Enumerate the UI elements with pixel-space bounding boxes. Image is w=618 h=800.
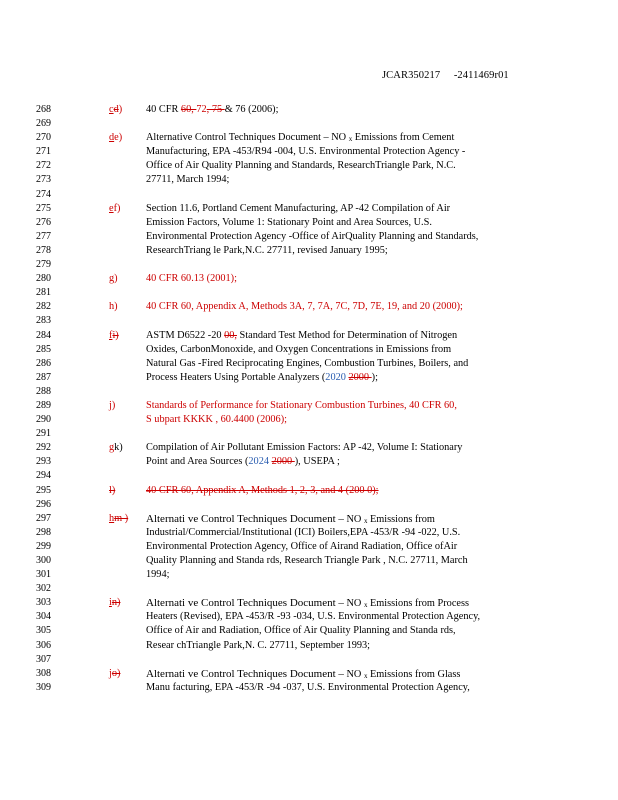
line-number: 280: [36, 273, 51, 285]
line-text: [146, 131, 454, 146]
document-line: [0, 117, 618, 131]
text-segment: c: [109, 104, 114, 115]
document-body: [0, 103, 618, 695]
document-line: [0, 244, 618, 258]
document-line: [0, 314, 618, 328]
text-segment: Environmental Protection Agency, Office of Airand Radiation, Office ofAir: [146, 540, 458, 552]
line-number: 293: [36, 456, 51, 468]
text-segment: 2000: [348, 371, 372, 383]
text-segment: 40 CFR 60, Appendix A, Methods 1, 2, 3, and 4 (200 0);: [146, 484, 379, 496]
line-number: 271: [36, 146, 51, 158]
text-segment: d: [109, 132, 115, 144]
line-number: 300: [36, 555, 51, 566]
document-line: [0, 554, 618, 568]
line-number: 309: [36, 681, 51, 693]
document-line: [0, 159, 618, 173]
item-label: [109, 484, 115, 498]
line-number: 295: [36, 484, 51, 496]
line-number: 276: [36, 216, 51, 228]
document-line: [0, 371, 618, 385]
text-segment: Compilation of Air Pollutant Emission Factors: AP -42, Volume I: Stationary: [146, 442, 463, 454]
text-segment: x: [348, 135, 353, 144]
document-line: [0, 441, 618, 455]
text-segment: 40 CFR 60.13 (2001);: [146, 273, 237, 285]
line-number: 274: [36, 188, 51, 200]
text-segment: Environmental Protection Agency -Office of AirQuality Planning and Standards,: [146, 230, 479, 242]
document-line: [0, 427, 618, 441]
text-segment: 27711, March 1994;: [146, 174, 230, 186]
line-text: [146, 216, 432, 230]
text-segment: 2000: [271, 456, 295, 468]
item-label: [109, 441, 123, 455]
text-segment: x: [363, 601, 368, 610]
line-text: [146, 300, 463, 314]
line-text: [146, 272, 237, 286]
item-label: [109, 596, 120, 610]
item-label: [109, 131, 122, 145]
text-segment: NO: [343, 513, 364, 525]
text-segment: Standard Test Method for Determination of Nitrogen: [236, 329, 458, 341]
line-number: 277: [36, 230, 51, 242]
text-segment: Alternative Control Techniques Document – NO: [146, 132, 349, 144]
line-number: 281: [36, 287, 51, 299]
document-line: [0, 469, 618, 483]
text-segment: k): [114, 442, 123, 454]
line-text: [146, 526, 460, 540]
text-segment: Emissions from: [367, 513, 435, 525]
line-text: [146, 159, 456, 173]
document-line: [0, 681, 618, 695]
line-text: [146, 173, 229, 187]
text-segment: S ubpart KKKK , 60.4400 (2006);: [146, 414, 287, 426]
text-segment: Heaters (Revised), EPA -453/R -93 -034, U.S. Environmental Protection Agency,: [146, 611, 481, 623]
item-label: [109, 202, 120, 216]
text-segment: Alternati ve Control Techniques Document –: [146, 512, 344, 525]
line-number: 288: [36, 385, 51, 397]
line-number: 273: [36, 174, 51, 186]
document-line: [0, 455, 618, 469]
text-segment: 2024: [248, 456, 272, 468]
document-line: [0, 131, 618, 145]
line-number: 284: [36, 329, 51, 341]
line-number: 303: [36, 597, 51, 609]
text-segment: 72: [196, 104, 207, 115]
text-segment: n): [111, 597, 121, 609]
item-label: [109, 512, 128, 526]
document-line: [0, 512, 618, 526]
line-text: [146, 568, 169, 582]
text-segment: Resear chTriangle Park,N. C. 27711, September 1993;: [146, 639, 371, 651]
item-label: [109, 300, 118, 314]
text-segment: Emissions from Cement: [352, 132, 455, 144]
line-text: [146, 244, 388, 258]
line-number: 302: [36, 583, 51, 595]
doc-number: -2411469r01: [453, 70, 509, 81]
document-line: [0, 413, 618, 427]
document-line: [0, 258, 618, 272]
text-segment: Alternati ve Control Techniques Document –: [146, 667, 344, 680]
text-segment: Natural Gas -Fired Reciprocating Engines, Combustion Turbines, Boilers, and: [146, 357, 469, 369]
text-segment: Process Heaters Using Portable Analyzers (: [146, 371, 326, 383]
text-segment: x: [363, 671, 368, 680]
text-segment: j: [109, 667, 112, 679]
line-number: 296: [36, 498, 51, 510]
line-text: [146, 103, 278, 117]
line-text: [146, 202, 450, 216]
document-line: [0, 498, 618, 512]
text-segment: x: [363, 516, 368, 525]
line-number: 299: [36, 540, 51, 552]
line-number: 306: [36, 639, 51, 651]
text-segment: Emission Factors, Volume 1: Stationary Point and Area Sources, U.S.: [146, 216, 432, 228]
line-number: 307: [36, 653, 51, 665]
text-segment: & 76 (2006);: [224, 104, 279, 115]
line-text: [146, 639, 370, 653]
line-text: [146, 343, 451, 357]
text-segment: i): [112, 329, 119, 341]
line-number: 286: [36, 357, 51, 369]
line-number: 283: [36, 315, 51, 327]
document-line: [0, 540, 618, 554]
text-segment: , 75: [206, 104, 225, 115]
text-segment: Emissions from Glass: [367, 668, 461, 680]
doc-id: JCAR350217: [382, 70, 441, 81]
document-line: [0, 300, 618, 314]
document-line: [0, 568, 618, 582]
document-line: [0, 484, 618, 498]
line-number: 292: [36, 442, 51, 454]
document-line: [0, 103, 618, 117]
line-text: [146, 484, 379, 498]
text-segment: Office of Air and Radiation, Office of Air Quality Planning and Standa rds,: [146, 625, 456, 637]
text-segment: Standards of Performance for Stationary Combustion Turbines, 40 CFR 60,: [146, 399, 457, 411]
line-number: 305: [36, 625, 51, 637]
text-segment: Point and Area Sources (: [146, 456, 249, 468]
item-label: [109, 272, 118, 286]
text-segment: h: [109, 512, 115, 524]
line-text: [146, 329, 457, 343]
text-segment: Quality Planning and Standa rds, Research Triangle Park , N.C. 27711, March: [146, 555, 468, 566]
text-segment: Oxides, CarbonMonoxide, and Oxygen Concentrations in Emissions from: [146, 343, 452, 355]
line-number: 301: [36, 569, 51, 581]
document-line: [0, 596, 618, 610]
item-label: [109, 667, 120, 681]
line-number: 279: [36, 259, 51, 271]
line-text: [146, 357, 468, 371]
text-segment: 1994;: [146, 569, 170, 581]
line-text: [146, 413, 287, 427]
text-segment: NO: [343, 668, 364, 680]
text-segment: ResearchTriang le Park,N.C. 27711, revised January 1995;: [146, 244, 388, 256]
line-text: [146, 230, 478, 244]
text-segment: e: [109, 202, 114, 214]
line-text: [146, 624, 456, 638]
text-segment: 00,: [224, 329, 237, 341]
line-number: 275: [36, 202, 51, 214]
document-line: [0, 399, 618, 413]
line-text: [146, 145, 465, 159]
document-line: [0, 286, 618, 300]
item-label: [109, 329, 119, 343]
text-segment: 2020: [325, 371, 349, 383]
line-number: 297: [36, 512, 51, 524]
text-segment: h): [109, 301, 118, 313]
text-segment: j): [109, 399, 116, 411]
document-line: [0, 272, 618, 286]
text-segment: 40 CFR: [146, 104, 181, 115]
document-line: [0, 173, 618, 187]
line-number: 298: [36, 526, 51, 538]
text-segment: m ): [114, 512, 129, 524]
document-line: [0, 202, 618, 216]
text-segment: Industrial/Commercial/Institutional (ICI) Boilers,EPA -453/R -94 -022, U.S.: [146, 526, 461, 538]
document-line: [0, 624, 618, 638]
document-line: [0, 145, 618, 159]
text-segment: d: [113, 104, 119, 115]
document-line: [0, 610, 618, 624]
document-line: [0, 343, 618, 357]
text-segment: g): [109, 273, 118, 285]
line-number: 304: [36, 611, 51, 623]
text-segment: );: [371, 371, 378, 383]
line-text: [146, 681, 470, 695]
text-segment: ASTM D6522 -20: [146, 329, 225, 341]
line-text: [146, 455, 340, 469]
text-segment: l): [109, 484, 116, 496]
text-segment: Office of Air Quality Planning and Standards, ResearchTriangle Park, N.C.: [146, 160, 456, 172]
line-number: 285: [36, 343, 51, 355]
document-line: [0, 526, 618, 540]
line-number: 291: [36, 428, 51, 440]
text-segment: i: [109, 597, 112, 609]
line-text: [146, 554, 468, 568]
document-header: [382, 70, 509, 81]
line-number: 269: [36, 118, 51, 130]
document-line: [0, 385, 618, 399]
line-number: 272: [36, 160, 51, 172]
text-segment: ): [118, 104, 123, 115]
text-segment: Section 11.6, Portland Cement Manufacturing, AP -42 Compilation of Air: [146, 202, 451, 214]
document-line: [0, 667, 618, 681]
text-segment: f: [109, 329, 113, 341]
item-label: [109, 103, 122, 117]
text-segment: Alternati ve Control Techniques Document –: [146, 597, 344, 610]
text-segment: 60,: [180, 104, 197, 115]
line-number: 270: [36, 132, 51, 144]
line-number: 294: [36, 470, 51, 482]
document-line: [0, 188, 618, 202]
text-segment: Manufacturing, EPA -453/R94 -004, U.S. Environmental Protection Agency -: [146, 146, 466, 158]
line-number: 289: [36, 399, 51, 411]
text-segment: o): [111, 667, 121, 679]
line-number: 290: [36, 414, 51, 426]
line-text: [146, 540, 457, 554]
document-line: [0, 639, 618, 653]
document-line: [0, 230, 618, 244]
line-number: 308: [36, 667, 51, 679]
document-line: [0, 216, 618, 230]
text-segment: NO: [343, 598, 364, 610]
line-text: [146, 371, 378, 385]
document-line: [0, 653, 618, 667]
text-segment: 40 CFR 60, Appendix A, Methods 3A, 7, 7A, 7C, 7D, 7E, 19, and 20 (2000);: [146, 301, 463, 313]
text-segment: Manu facturing, EPA -453/R -94 -037, U.S. Environmental Protection Agency,: [146, 681, 470, 693]
text-segment: f): [113, 202, 121, 214]
line-number: 287: [36, 371, 51, 383]
line-text: [146, 610, 480, 624]
line-text: [146, 441, 462, 455]
document-line: [0, 582, 618, 596]
text-segment: Emissions from Process: [367, 598, 469, 610]
text-segment: g: [109, 442, 115, 454]
line-number: 268: [36, 104, 51, 115]
text-segment: e): [114, 132, 123, 144]
text-segment: ), USEPA ;: [294, 456, 340, 468]
line-number: 282: [36, 301, 51, 313]
item-label: [109, 399, 115, 413]
document-line: [0, 329, 618, 343]
line-number: 278: [36, 244, 51, 256]
line-text: [146, 399, 457, 413]
document-line: [0, 357, 618, 371]
